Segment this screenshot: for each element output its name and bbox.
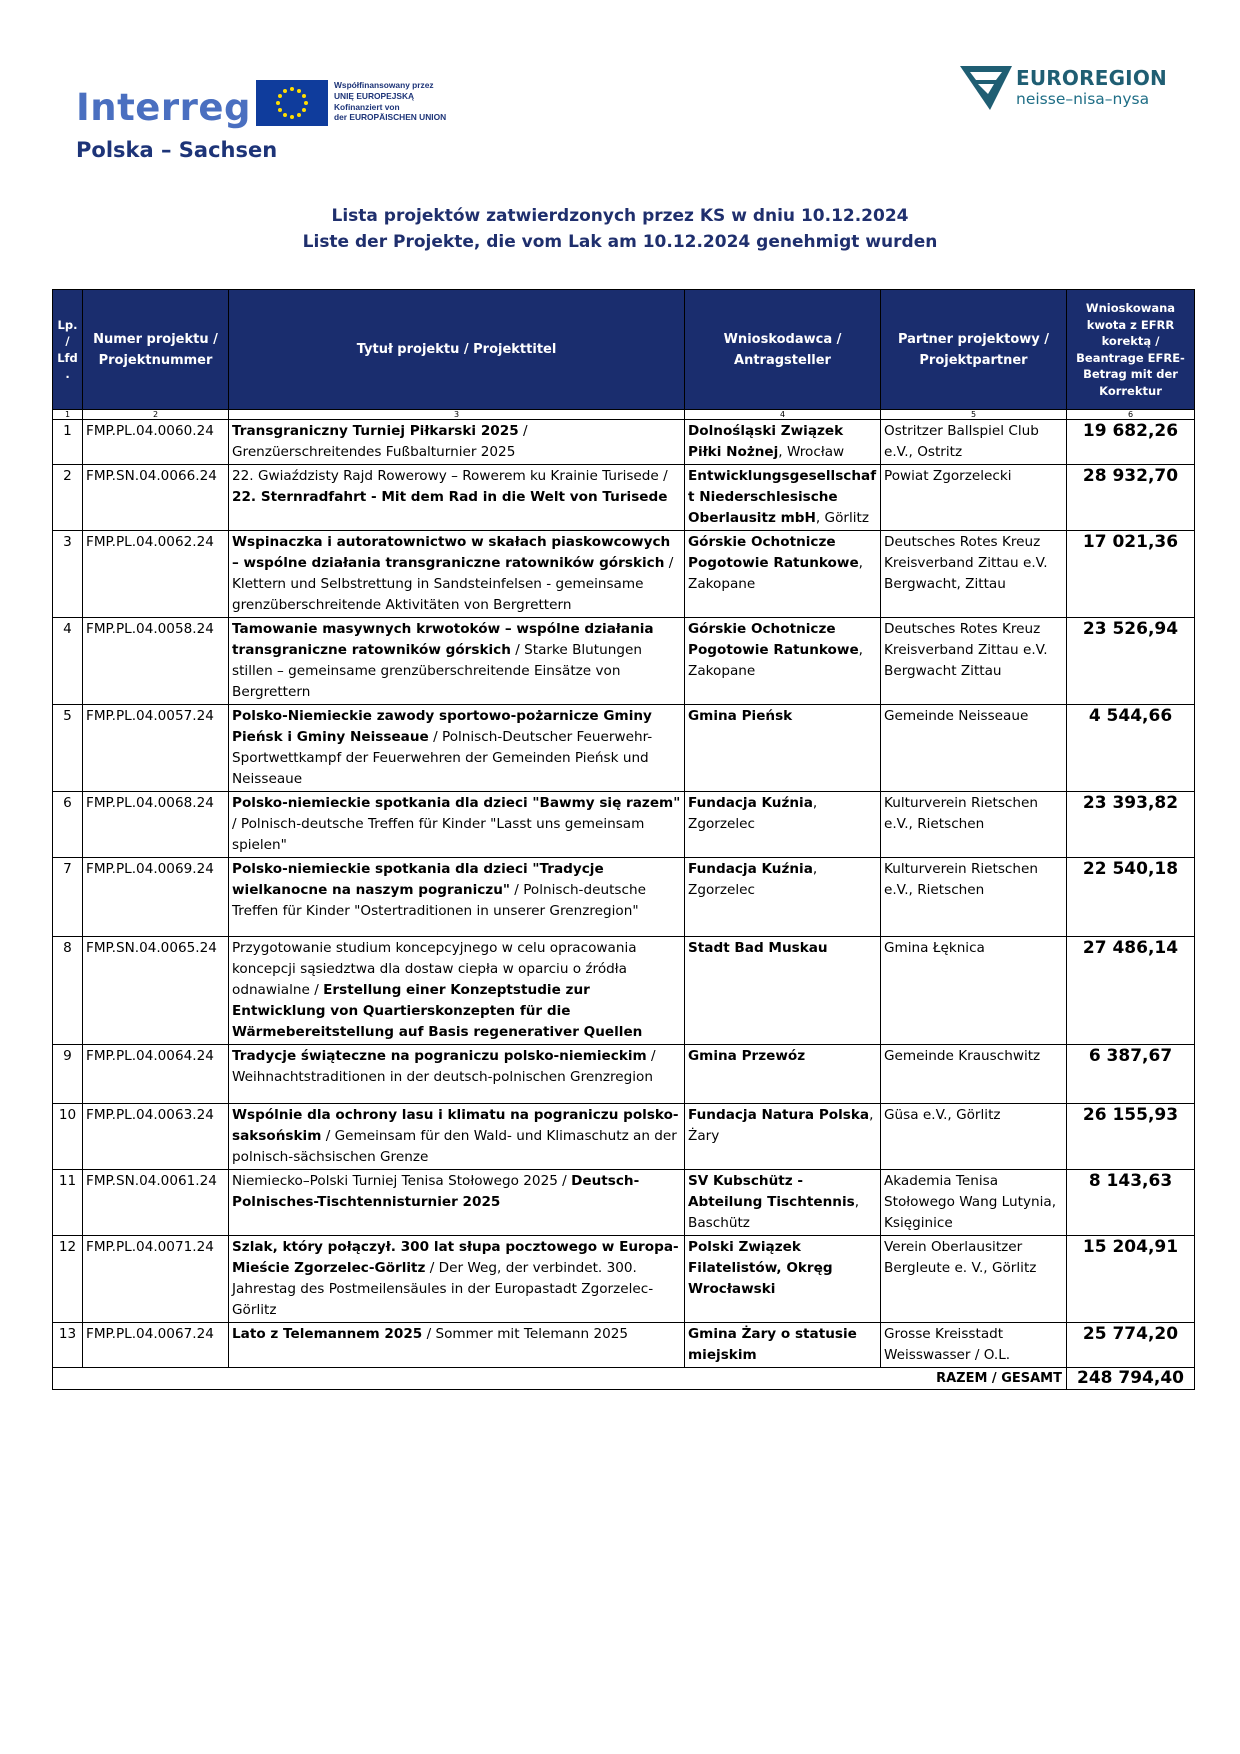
title-bold: Polsko-niemieckie spotkania dla dzieci "Bawmy się razem" [232, 795, 681, 811]
table-row [53, 705, 1195, 792]
cell-project-number: FMP.SN.04.0065.24 [83, 937, 229, 1045]
table-row [53, 1323, 1195, 1368]
program-subtitle: Polska – Sachsen [76, 138, 278, 162]
euroregion-subtitle: neisse–nisa–nysa [1016, 90, 1150, 108]
applicant-normal: , Wrocław [778, 444, 845, 460]
column-index: 4 [685, 410, 881, 420]
title-normal: / Polnisch-Deutscher Feuerwehr-Sportwettkampf der Feuerwehren der Gemeinden Pieńsk und Neisseaue [232, 729, 653, 787]
cell-amount: 15 204,91 [1067, 1236, 1195, 1323]
table-row [53, 420, 1195, 465]
title-bold: Polsko-niemieckie spotkania dla dzieci "Tradycje wielkanocne na naszym pograniczu" [232, 861, 604, 898]
table-row [53, 531, 1195, 618]
cell-partner: Verein Oberlausitzer Bergleute e. V., Görlitz [881, 1236, 1067, 1323]
cell-amount: 28 932,70 [1067, 465, 1195, 531]
title-normal: / Klettern und Selbstrettung in Sandsteinfelsen - gemeinsame grenzüberschreitende Aktivitäten von Bergrettern [232, 555, 674, 613]
applicant-normal: , Görlitz [815, 510, 869, 526]
cell-lp: 8 [53, 937, 83, 1045]
cell-amount: 6 387,67 [1067, 1045, 1195, 1104]
eu-line: der EUROPÄISCHEN UNION [334, 112, 447, 123]
cell-partner: Gmina Łęknica [881, 937, 1067, 1045]
table-row [53, 1236, 1195, 1323]
applicant-bold: Fundacja Kuźnia [688, 795, 813, 811]
applicant-bold: Gmina Przewóz [688, 1048, 806, 1064]
column-index: 2 [83, 410, 229, 420]
column-index: 6 [1067, 410, 1195, 420]
applicant-bold: Gmina Żary o statusie miejskim [688, 1326, 857, 1363]
title-normal: / Gemeinsam für den Wald- und Klimaschutz an der polnisch-sächsischen Grenze [232, 1128, 677, 1165]
cell-lp: 2 [53, 465, 83, 531]
cell-lp: 4 [53, 618, 83, 705]
table-row [53, 465, 1195, 531]
title-bold: Transgraniczny Turniej Piłkarski 2025 [232, 423, 519, 439]
cell-project-title [229, 705, 685, 792]
cell-project-number: FMP.PL.04.0060.24 [83, 420, 229, 465]
cell-amount: 4 544,66 [1067, 705, 1195, 792]
applicant-normal: , Zakopane [688, 555, 863, 592]
cell-project-number: FMP.PL.04.0057.24 [83, 705, 229, 792]
applicant-bold: SV Kubschütz - Abteilung Tischtennis [688, 1173, 855, 1210]
projects-table [52, 289, 1195, 1390]
column-index: 5 [881, 410, 1067, 420]
table-row [53, 858, 1195, 937]
cell-amount: 23 393,82 [1067, 792, 1195, 858]
cell-project-number: FMP.PL.04.0069.24 [83, 858, 229, 937]
title-polish: Lista projektów zatwierdzonych przez KS w dniu 10.12.2024 [331, 206, 909, 226]
cell-applicant [685, 1236, 881, 1323]
cell-project-number: FMP.SN.04.0061.24 [83, 1170, 229, 1236]
title-bold: Tamowanie masywnych krwotoków – wspólne działania transgraniczne ratowników górskich [232, 621, 654, 658]
cell-applicant [685, 705, 881, 792]
title-bold: Tradycje świąteczne na pograniczu polsko-niemieckim [232, 1048, 647, 1064]
cell-project-number: FMP.PL.04.0063.24 [83, 1104, 229, 1170]
cell-applicant [685, 1104, 881, 1170]
table-row [53, 937, 1195, 1045]
cell-amount: 25 774,20 [1067, 1323, 1195, 1368]
cell-lp: 3 [53, 531, 83, 618]
cell-project-title [229, 420, 685, 465]
column-index-row [53, 410, 1195, 420]
title-bold: Szlak, który połączył. 300 lat słupa pocztowego w Europa-Mieście Zgorzelec-Görlitz [232, 1239, 679, 1276]
applicant-normal: , Zgorzelec [688, 795, 818, 832]
title-bold: Deutsch-Polnisches-Tischtennisturnier 2025 [232, 1173, 640, 1210]
cell-project-title [229, 937, 685, 1045]
cell-amount: 27 486,14 [1067, 937, 1195, 1045]
applicant-bold: Entwicklungsgesellschaft Niederschlesische Oberlausitz mbH [688, 468, 877, 526]
applicant-normal: , Baschütz [688, 1194, 860, 1231]
cell-project-title [229, 531, 685, 618]
cell-applicant [685, 1045, 881, 1104]
cell-applicant [685, 420, 881, 465]
table-header [53, 290, 1195, 410]
header-partner: Partner projektowy / Projektpartner [881, 290, 1067, 410]
title-normal: / Polnisch-deutsche Treffen für Kinder "Lasst uns gemeinsam spielen" [232, 816, 645, 853]
cell-amount: 26 155,93 [1067, 1104, 1195, 1170]
title-bold: Wspólnie dla ochrony lasu i klimatu na pograniczu polsko-saksońskim [232, 1107, 679, 1144]
title-bold: Erstellung einer Konzeptstudie zur Entwicklung von Quartierskonzepten für die Wärmebereitstellung auf Basis regenerativer Quellen [232, 982, 643, 1040]
cell-project-title [229, 1236, 685, 1323]
applicant-bold: Fundacja Natura Polska [688, 1107, 870, 1123]
cell-applicant [685, 858, 881, 937]
title-bold: Polsko-Niemieckie zawody sportowo-pożarnicze Gminy Pieńsk i Gminy Neisseaue [232, 708, 652, 745]
cell-lp: 6 [53, 792, 83, 858]
applicant-normal: , Żary [688, 1107, 874, 1144]
cell-project-number: FMP.PL.04.0071.24 [83, 1236, 229, 1323]
cell-partner: Kulturverein Rietschen e.V., Rietschen [881, 792, 1067, 858]
cell-amount: 17 021,36 [1067, 531, 1195, 618]
cell-amount: 8 143,63 [1067, 1170, 1195, 1236]
applicant-bold: Gmina Pieńsk [688, 708, 793, 724]
cell-project-title [229, 1323, 685, 1368]
table-row [53, 1045, 1195, 1104]
document-title [0, 203, 1240, 255]
title-normal: 22. Gwiaździsty Rajd Rowerowy – Rowerem ku Krainie Turisede / [232, 468, 668, 484]
title-normal: / Weihnachtstraditionen in der deutsch-polnischen Grenzregion [232, 1048, 656, 1085]
cell-applicant [685, 531, 881, 618]
cell-partner: Powiat Zgorzelecki [881, 465, 1067, 531]
cell-lp: 12 [53, 1236, 83, 1323]
cell-project-number: FMP.PL.04.0058.24 [83, 618, 229, 705]
cell-applicant [685, 937, 881, 1045]
cell-project-title [229, 1170, 685, 1236]
applicant-bold: Fundacja Kuźnia [688, 861, 813, 877]
eu-line: UNIĘ EUROPEJSKĄ [334, 90, 415, 101]
cell-applicant [685, 792, 881, 858]
cell-applicant [685, 618, 881, 705]
cell-amount: 23 526,94 [1067, 618, 1195, 705]
title-normal: / Starke Blutungen stillen – gemeinsame grenzüberschreitende Einsätze von Bergrettern [232, 642, 642, 700]
cell-lp: 5 [53, 705, 83, 792]
title-normal: / Polnisch-deutsche Treffen für Kinder "Ostertraditionen in unserer Grenzregion" [232, 882, 646, 919]
eu-line: Kofinanziert von [334, 101, 400, 112]
applicant-bold: Górskie Ochotnicze Pogotowie Ratunkowe [688, 534, 859, 571]
cell-amount: 19 682,26 [1067, 420, 1195, 465]
title-bold: 22. Sternradfahrt - Mit dem Rad in die Welt von Turisede [232, 489, 668, 505]
total-row [53, 1368, 1195, 1390]
cell-partner: Deutsches Rotes Kreuz Kreisverband Zittau e.V. Bergwacht Zittau [881, 618, 1067, 705]
cell-project-title [229, 1104, 685, 1170]
applicant-bold: Stadt Bad Muskau [688, 940, 828, 956]
title-normal: Niemiecko–Polski Turniej Tenisa Stołowego 2025 / [232, 1173, 572, 1189]
cell-partner: Grosse Kreisstadt Weisswasser / O.L. [881, 1323, 1067, 1368]
cell-project-number: FMP.PL.04.0064.24 [83, 1045, 229, 1104]
cell-project-title [229, 792, 685, 858]
applicant-bold: Dolnośląski Związek Piłki Nożnej [688, 423, 844, 460]
applicant-bold: Polski Związek Filatelistów, Okręg Wrocławski [688, 1239, 833, 1297]
table-row [53, 1104, 1195, 1170]
euroregion-logo [960, 64, 1170, 116]
cell-partner: Akademia Tenisa Stołowego Wang Lutynia, Księginice [881, 1170, 1067, 1236]
euroregion-wordmark: EUROREGION [1016, 66, 1167, 90]
cell-lp: 10 [53, 1104, 83, 1170]
cell-applicant [685, 1323, 881, 1368]
cell-partner: Gemeinde Krauschwitz [881, 1045, 1067, 1104]
header-title: Tytuł projektu / Projekttitel [229, 290, 685, 410]
header-applicant: Wnioskodawca / Antragsteller [685, 290, 881, 410]
cell-lp: 11 [53, 1170, 83, 1236]
interreg-wordmark: Interreg [76, 86, 251, 129]
cell-partner: Gemeinde Neisseaue [881, 705, 1067, 792]
applicant-normal: , Zakopane [688, 642, 863, 679]
cell-applicant [685, 1170, 881, 1236]
cell-partner: Kulturverein Rietschen e.V., Rietschen [881, 858, 1067, 937]
cell-lp: 1 [53, 420, 83, 465]
title-normal: / Grenzüerschreitendes Fußbalturnier 2025 [232, 423, 528, 460]
header-number: Numer projektu / Projektnummer [83, 290, 229, 410]
cell-project-title [229, 618, 685, 705]
cell-project-title [229, 1045, 685, 1104]
cell-partner: Güsa e.V., Görlitz [881, 1104, 1067, 1170]
table-row [53, 618, 1195, 705]
title-normal: / Der Weg, der verbindet. 300. Jahrestag des Postmeilensäules in der Europastadt Zgorzelec-Görlitz [232, 1260, 654, 1318]
column-index: 3 [229, 410, 685, 420]
cell-amount: 22 540,18 [1067, 858, 1195, 937]
title-bold: Lato z Telemannem 2025 [232, 1326, 423, 1342]
cell-lp: 9 [53, 1045, 83, 1104]
applicant-bold: Górskie Ochotnicze Pogotowie Ratunkowe [688, 621, 859, 658]
title-german: Liste der Projekte, die vom Lak am 10.12.2024 genehmigt wurden [302, 232, 938, 252]
total-amount: 248 794,40 [1067, 1368, 1195, 1390]
cell-project-number: FMP.PL.04.0068.24 [83, 792, 229, 858]
table-row [53, 1170, 1195, 1236]
cell-project-title [229, 858, 685, 937]
cell-partner: Deutsches Rotes Kreuz Kreisverband Zittau e.V. Bergwacht, Zittau [881, 531, 1067, 618]
cell-lp: 7 [53, 858, 83, 937]
eu-line: Współfinansowany przez [334, 80, 434, 90]
total-label: RAZEM / GESAMT [936, 1371, 1062, 1386]
title-normal: / Sommer mit Telemann 2025 [422, 1326, 629, 1342]
cell-lp: 13 [53, 1323, 83, 1368]
column-index: 1 [53, 410, 83, 420]
eu-flag-icon [256, 80, 328, 126]
cell-applicant [685, 465, 881, 531]
title-normal: Przygotowanie studium koncepcyjnego w celu opracowania koncepcji sąsiedztwa dla dostaw ciepła w oparciu o źródła odnawialne / [232, 940, 637, 998]
cell-project-title [229, 465, 685, 531]
eu-cofinancing-text [334, 80, 514, 123]
cell-partner: Ostritzer Ballspiel Club e.V., Ostritz [881, 420, 1067, 465]
cell-project-number: FMP.PL.04.0062.24 [83, 531, 229, 618]
title-bold: Wspinaczka i autoratownictwo w skałach piaskowcowych – wspólne działania transgraniczne ratowników górskich [232, 534, 671, 571]
header-amount: Wnioskowana kwota z EFRR korektą / Beantrage EFRE-Betrag mit der Korrektur [1067, 290, 1195, 410]
cell-project-number: FMP.PL.04.0067.24 [83, 1323, 229, 1368]
eu-stars [276, 87, 308, 119]
cell-project-number: FMP.SN.04.0066.24 [83, 465, 229, 531]
applicant-normal: , Zgorzelec [688, 861, 818, 898]
euroregion-mark-icon [960, 64, 1012, 112]
header-lp: Lp. / Lfd. [53, 290, 83, 410]
table-row [53, 792, 1195, 858]
